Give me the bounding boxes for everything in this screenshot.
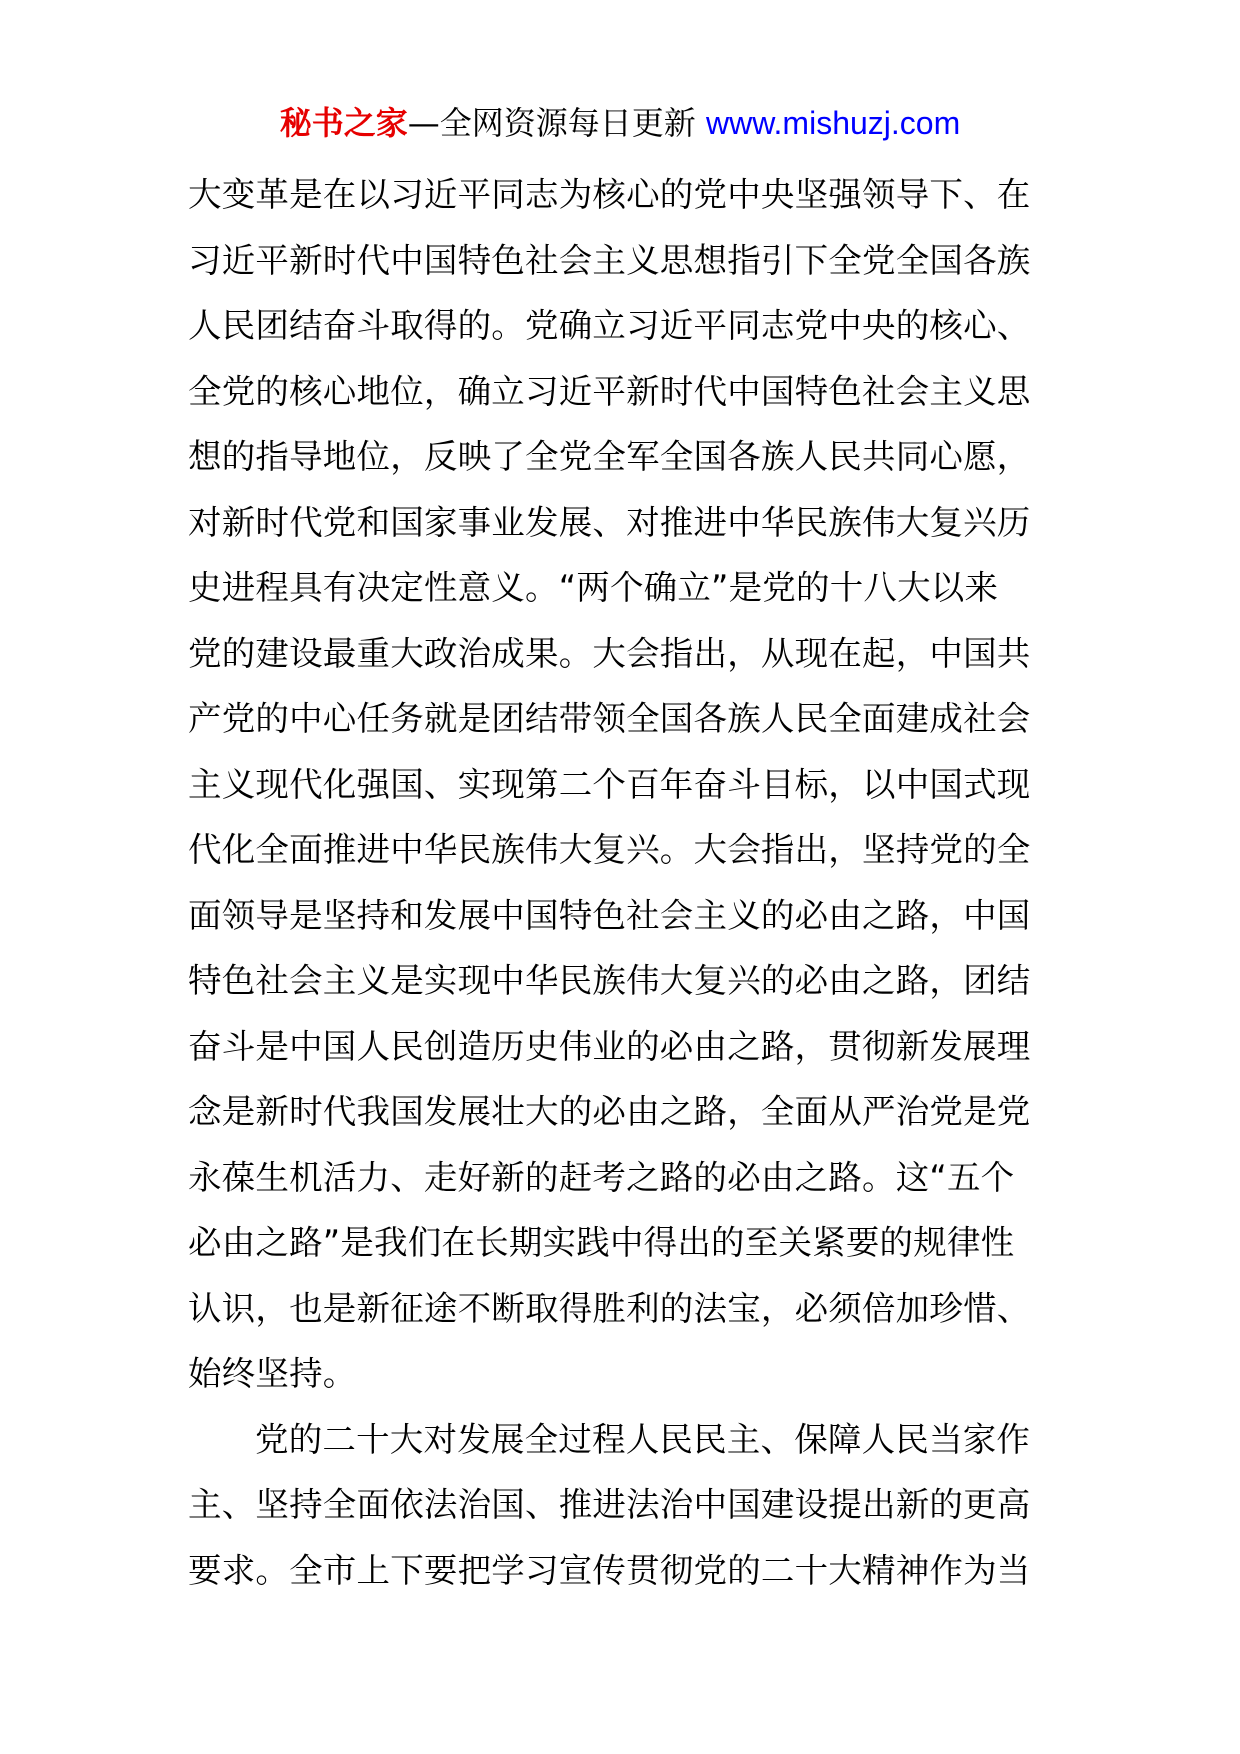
site-url-link[interactable]: www.mishuzj.com (705, 105, 961, 141)
text-line: 认识，也是新征途不断取得胜利的法宝，必须倍加珍惜、 (188, 1288, 1031, 1328)
text-line: 代化全面推进中华民族伟大复兴。大会指出，坚持党的全 (188, 830, 1031, 869)
text-line: 全党的核心地位，确立习近平新时代中国特色社会主义思 (188, 371, 1031, 411)
text-line: 党的建设最重大政治成果。大会指出，从现在起，中国共 (188, 633, 1031, 673)
text-line: 永葆生机活力、走好新的赶考之路的必由之路。这“五个 (188, 1157, 1015, 1197)
site-header (0, 101, 1240, 145)
text-line: 面领导是坚持和发展中国特色社会主义的必由之路，中国 (188, 895, 1031, 935)
text-line: 习近平新时代中国特色社会主义思想指引下全党全国各族 (188, 240, 1031, 280)
text-line: 主、坚持全面依法治国、推进法治中国建设提出新的更高 (188, 1485, 1031, 1524)
text-line: 对新时代党和国家事业发展、对推进中华民族伟大复兴历 (188, 502, 1031, 542)
text-line: 党的二十大对发展全过程人民民主、保障人民当家作 (255, 1419, 1031, 1459)
document-body (188, 162, 1058, 1603)
text-line: 要求。全市上下要把学习宣传贯彻党的二十大精神作为当 (188, 1550, 1031, 1590)
paragraph (188, 1407, 1058, 1604)
brand-name: 秘书之家 (279, 104, 408, 142)
text-line: 史进程具有决定性意义。“两个确立”是党的十八大以来 (188, 568, 999, 607)
text-line: 产党的中心任务就是团结带领全国各族人民全面建成社会 (188, 699, 1031, 738)
text-line: 人民团结奋斗取得的。党确立习近平同志党中央的核心、 (188, 306, 1031, 345)
text-line: 奋斗是中国人民创造历史伟业的必由之路，贯彻新发展理 (188, 1026, 1031, 1066)
text-line: 始终坚持。 (188, 1354, 357, 1393)
text-line: 想的指导地位，反映了全党全军全国各族人民共同心愿， (188, 437, 1031, 476)
text-line: 念是新时代我国发展壮大的必由之路，全面从严治党是党 (188, 1092, 1031, 1131)
header-slogan: —全网资源每日更新 (407, 104, 706, 142)
text-line: 特色社会主义是实现中华民族伟大复兴的必由之路，团结 (188, 961, 1031, 1000)
text-line: 大变革是在以习近平同志为核心的党中央坚强领导下、在 (188, 175, 1031, 214)
text-line: 必由之路”是我们在长期实践中得出的至关紧要的规律性 (188, 1223, 1015, 1262)
text-line: 主义现代化强国、实现第二个百年奋斗目标，以中国式现 (188, 764, 1031, 804)
paragraph (188, 162, 1058, 1407)
